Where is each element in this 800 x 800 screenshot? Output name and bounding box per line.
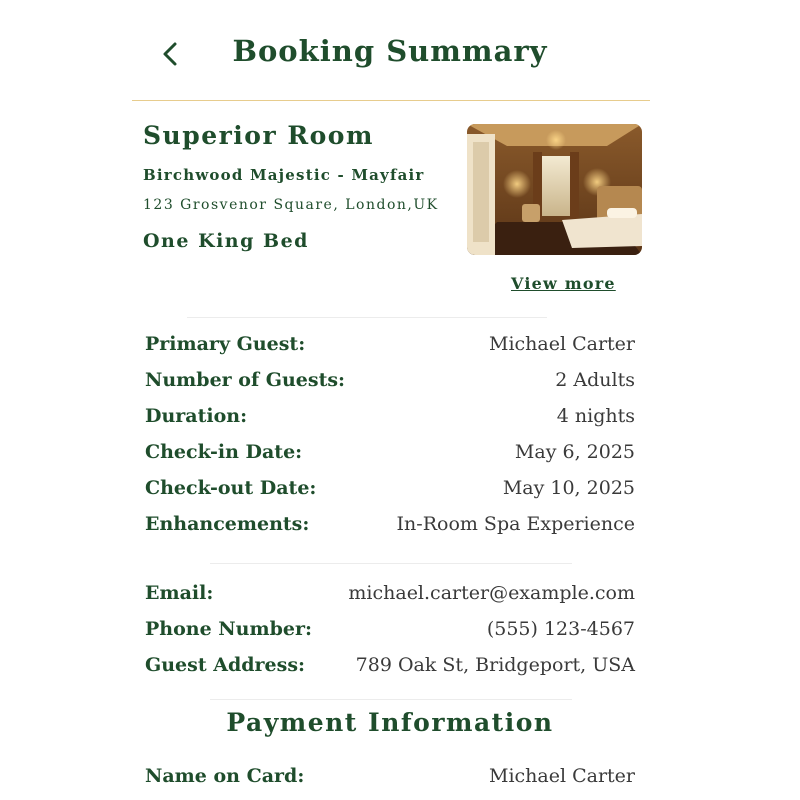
detail-label: Check-in Date: [145, 441, 303, 463]
detail-label: Duration: [145, 405, 248, 427]
contact-row-address [145, 652, 635, 678]
payment-label: Name on Card: [145, 765, 305, 787]
contact-value: (555) 123-4567 [486, 618, 635, 640]
room-photo[interactable] [467, 124, 642, 255]
detail-label: Number of Guests: [145, 369, 346, 391]
contact-row-phone [145, 616, 635, 642]
contact-label: Email: [145, 582, 214, 604]
view-more-link[interactable]: View more [511, 274, 616, 293]
detail-row-enhancements [145, 511, 635, 537]
contact-label: Phone Number: [145, 618, 312, 640]
hotel-name: Birchwood Majestic - Mayfair [143, 166, 425, 184]
room-name: Superior Room [143, 121, 374, 150]
hotel-address: 123 Grosvenor Square, London,UK [143, 197, 439, 213]
payment-row-name-on-card [145, 763, 635, 789]
detail-row-guests [145, 367, 635, 393]
divider [210, 699, 572, 700]
detail-row-check-out [145, 475, 635, 501]
detail-label: Enhancements: [145, 513, 310, 535]
detail-value: Michael Carter [488, 333, 635, 355]
detail-row-check-in [145, 439, 635, 465]
detail-value: May 10, 2025 [502, 477, 635, 499]
contact-value: 789 Oak St, Bridgeport, USA [355, 654, 635, 676]
detail-row-primary-guest [145, 331, 635, 357]
divider [210, 563, 572, 564]
detail-value: In-Room Spa Experience [396, 513, 635, 535]
detail-value: 4 nights [556, 405, 635, 427]
payment-value: Michael Carter [488, 765, 635, 787]
page-title: Booking Summary [232, 34, 548, 68]
detail-value: 2 Adults [555, 369, 635, 391]
payment-section-title: Payment Information [226, 708, 554, 737]
contact-label: Guest Address: [145, 654, 306, 676]
header-divider [132, 100, 650, 101]
divider [187, 317, 547, 318]
bed-type: One King Bed [143, 230, 309, 252]
contact-row-email [145, 580, 635, 606]
detail-label: Primary Guest: [145, 333, 306, 355]
contact-value: michael.carter@example.com [348, 582, 635, 604]
detail-value: May 6, 2025 [514, 441, 635, 463]
detail-row-duration [145, 403, 635, 429]
detail-label: Check-out Date: [145, 477, 317, 499]
